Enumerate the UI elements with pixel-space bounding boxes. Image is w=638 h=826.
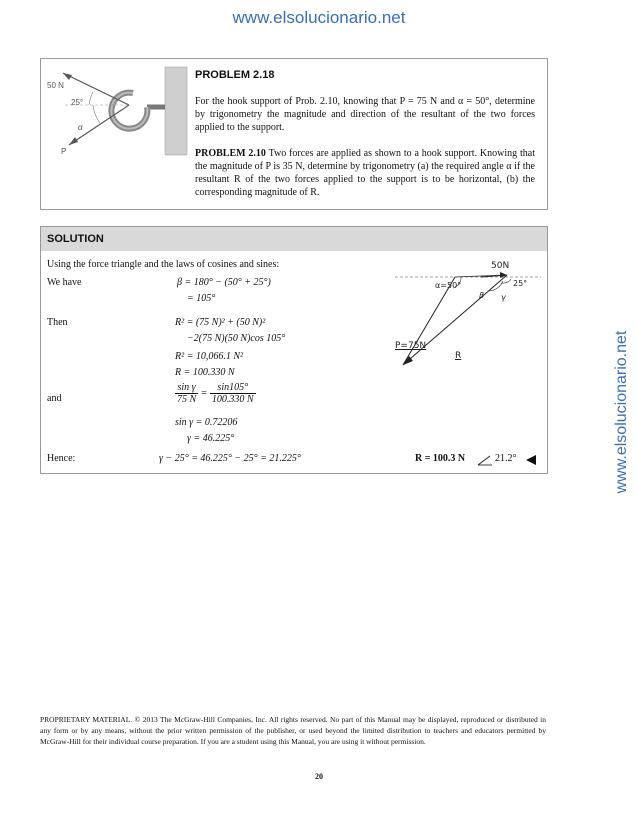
- eq-r-1: R² = (75 N)² + (50 N)²: [175, 317, 266, 328]
- hook-diagram: [45, 65, 195, 157]
- problem-title: PROBLEM 2.18: [195, 69, 275, 81]
- figure-force-label: 50 N: [47, 81, 64, 90]
- solution-box: [40, 226, 548, 474]
- sketch-alpha-label: α=50°: [435, 281, 462, 290]
- direction-icon: [477, 454, 493, 466]
- watermark-side: [612, 300, 632, 530]
- force-triangle-sketch: [393, 259, 543, 375]
- sketch-angle-label: 25°: [513, 279, 528, 288]
- sine-law-rhs-den: 100.330 N: [211, 394, 254, 405]
- sine-law-lhs-den: 75 N: [177, 394, 197, 405]
- eq-hence: γ − 25° = 46.225° − 25° = 21.225°: [159, 453, 301, 464]
- watermark-top: www.elsolucionario.net: [232, 8, 406, 27]
- reference-problem-text: [195, 147, 535, 199]
- eq-r-2: −2(75 N)(50 N)cos 105°: [187, 333, 286, 344]
- answer-marker-icon: [525, 454, 537, 466]
- figure-p-label: P: [61, 147, 67, 156]
- sketch-gamma-label: γ: [501, 293, 506, 302]
- sine-law-lhs: [175, 382, 198, 405]
- label-and: and: [47, 393, 62, 404]
- sine-law-rhs-num: sin105°: [210, 382, 256, 394]
- eq-r-3: R² = 10,066.1 N²: [175, 351, 244, 362]
- sketch-force-label: 50N: [491, 261, 510, 271]
- label-hence: Hence:: [47, 453, 76, 464]
- eq-beta-1: β = 180° − (50° + 25°): [177, 277, 271, 288]
- eq-r-4: R = 100.330 N: [175, 367, 235, 378]
- solution-header: SOLUTION: [41, 227, 547, 251]
- eq-sin-gamma: sin γ = 0.72206: [175, 417, 238, 428]
- eq-beta-2: = 105°: [187, 293, 216, 304]
- problem-statement-box: [40, 58, 548, 210]
- answer-angle: 21.2°: [495, 453, 517, 464]
- label-then: Then: [47, 317, 68, 328]
- force-triangle-drawing: [393, 259, 543, 375]
- sketch-r-label: R: [455, 351, 462, 361]
- reference-problem-label: PROBLEM 2.10: [195, 148, 266, 159]
- page-number: 20: [315, 772, 323, 781]
- watermark-side-text: www.elsolucionario.net: [613, 330, 630, 494]
- problem-text: For the hook support of Prob. 2.10, knowing that P = 75 N and α = 50°, determine by trigonometry the magnitude and direction of the resultant of the two forces applied to the support.: [195, 96, 535, 133]
- sketch-p-label: P=75N: [395, 341, 427, 351]
- sketch-beta-label: β: [479, 291, 485, 300]
- label-we-have: We have: [47, 277, 82, 288]
- answer-magnitude: R = 100.3 N: [415, 453, 466, 464]
- figure-angle-label: 25°: [71, 98, 84, 107]
- reference-problem-body: Two forces are applied as shown to a hook support. Knowing that the magnitude of P is 35 N, determine by trigonometry (a) the required angle α if the resultant R of the two forces applied to the support is to be horizontal, (b) the corresponding magnitude of R.: [195, 148, 535, 198]
- hook-support-figure: [45, 65, 195, 157]
- copyright-notice: PROPRIETARY MATERIAL. © 2013 The McGraw-Hill Companies, Inc. All rights reserved. No part of this Manual may be displayed, reproduced or distributed in any form or by any means, without the prior written permission of the publisher, or used beyond the limited distribution to teachers and educators permitted by McGraw-Hill for their individual course preparation. If you are a student using this Manual, you are using it without permission.: [40, 715, 546, 746]
- solution-intro: Using the force triangle and the laws of cosines and sines:: [47, 259, 280, 270]
- eq-sine-law: $\frac{\text{sin γ}}{75 N}$ = $\frac{\sin 105^\circ}{100.330 N}$: [177, 382, 254, 405]
- sine-law-rhs: [210, 382, 256, 405]
- figure-alpha-label: α: [78, 123, 83, 132]
- sine-law-lhs-num: sin γ: [175, 382, 198, 394]
- eq-gamma: γ = 46.225°: [187, 433, 235, 444]
